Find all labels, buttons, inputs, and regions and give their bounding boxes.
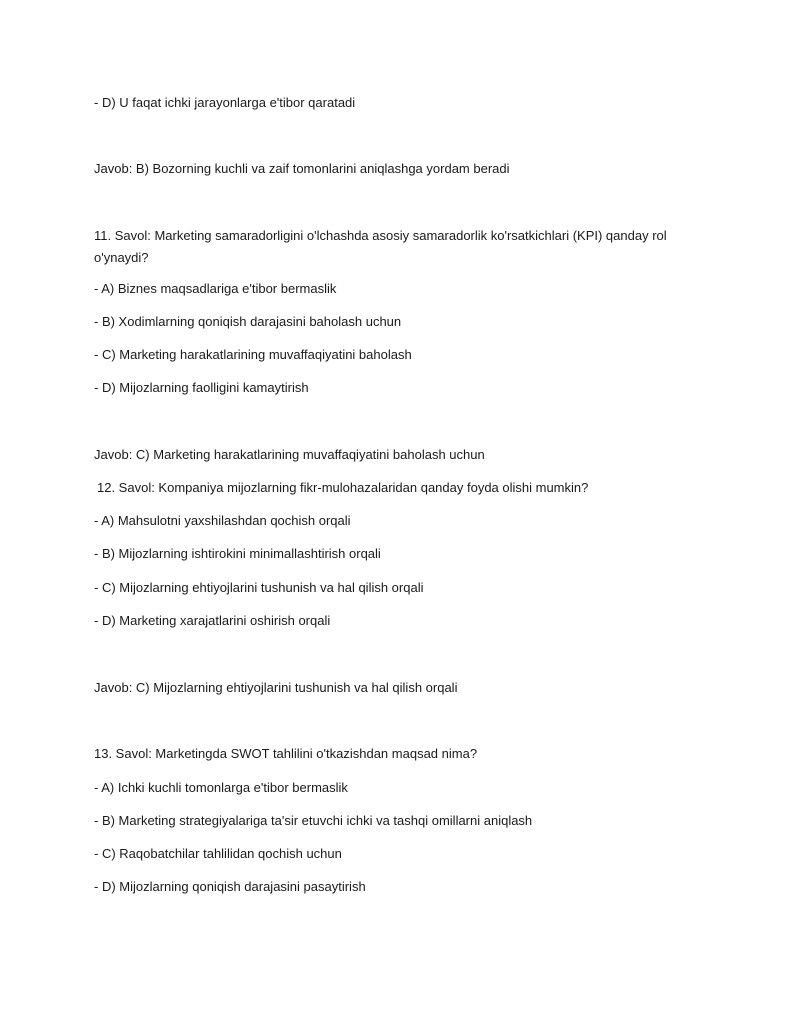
- answer-q10: Javob: B) Bozorning kuchli va zaif tomonlarini aniqlashga yordam beradi: [94, 161, 510, 176]
- question-12: 12. Savol: Kompaniya mijozlarning fikr-mulohazalaridan qanday foyda olishi mumkin?: [97, 480, 589, 495]
- option-b-q11: - B) Xodimlarning qoniqish darajasini baholash uchun: [94, 314, 402, 329]
- option-d-q12: - D) Marketing xarajatlarini oshirish orqali: [94, 613, 331, 628]
- option-d-q13: - D) Mijozlarning qoniqish darajasini pasaytirish: [94, 879, 366, 894]
- option-a-q12: - A) Mahsulotni yaxshilashdan qochish orqali: [94, 513, 351, 528]
- answer-q12: Javob: C) Mijozlarning ehtiyojlarini tushunish va hal qilish orqali: [94, 680, 458, 695]
- option-b-q12: - B) Mijozlarning ishtirokini minimallashtirish orqali: [94, 546, 381, 561]
- option-c-q11: - C) Marketing harakatlarining muvaffaqiyatini baholash: [94, 347, 412, 362]
- answer-q11: Javob: C) Marketing harakatlarining muvaffaqiyatini baholash uchun: [94, 447, 485, 462]
- option-b-q13: - B) Marketing strategiyalariga ta'sir etuvchi ichki va tashqi omillarni aniqlash: [94, 813, 533, 828]
- option-d-q11: - D) Mijozlarning faolligini kamaytirish: [94, 380, 309, 395]
- option-c-q12: - C) Mijozlarning ehtiyojlarini tushunish va hal qilish orqali: [94, 580, 424, 595]
- option-a-q13: - A) Ichki kuchli tomonlarga e'tibor bermaslik: [94, 780, 348, 795]
- option-d-q10: - D) U faqat ichki jarayonlarga e'tibor qaratadi: [94, 95, 356, 110]
- question-11: 11. Savol: Marketing samaradorligini o'lchashda asosiy samaradorlik ko'rsatkichlari (KPI) qanday rol o'ynaydi?: [94, 228, 667, 265]
- question-13: 13. Savol: Marketingda SWOT tahlilini o'tkazishdan maqsad nima?: [94, 746, 478, 761]
- option-a-q11: - A) Biznes maqsadlariga e'tibor bermaslik: [94, 281, 337, 296]
- option-c-q13: - C) Raqobatchilar tahlilidan qochish uchun: [94, 846, 342, 861]
